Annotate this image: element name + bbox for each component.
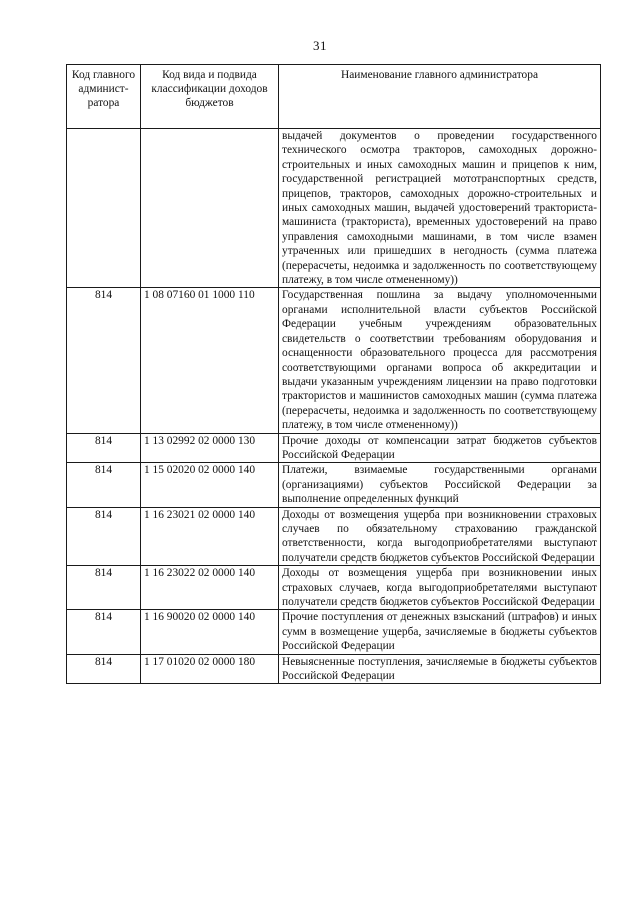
table-header-row	[67, 65, 601, 129]
revenue-code-cell: 1 17 01020 02 0000 180	[141, 654, 279, 684]
table-row	[67, 507, 601, 566]
table-row	[67, 654, 601, 684]
admin-code-cell: 814	[67, 288, 141, 433]
header-admin-name: Наименование главного администратора	[279, 65, 601, 129]
table-row	[67, 288, 601, 433]
table-row	[67, 610, 601, 654]
admin-name-cell: Доходы от возмещения ущерба при возникновении страховых случаев по обязательному страхованию гражданской ответственности, когда выгодоприобретателями выступают получатели средств бюджетов субъектов Российской Федерации	[279, 507, 601, 566]
revenue-code-cell: 1 13 02992 02 0000 130	[141, 433, 279, 463]
admin-name-cell: Платежи, взимаемые государственными органами (организациями) субъектов Российской Федерации за выполнение определенных функций	[279, 463, 601, 507]
admin-code-cell: 814	[67, 566, 141, 610]
admin-code-cell: 814	[67, 463, 141, 507]
revenue-code-cell	[141, 129, 279, 288]
table-row	[67, 463, 601, 507]
admin-name-cell: Невыясненные поступления, зачисляемые в бюджеты субъектов Российской Федерации	[279, 654, 601, 684]
admin-name-cell: Прочие поступления от денежных взысканий (штрафов) и иных сумм в возмещение ущерба, зачисляемые в бюджеты субъектов Российской Федерации	[279, 610, 601, 654]
page-number: 31	[313, 38, 327, 53]
revenue-code-cell: 1 15 02020 02 0000 140	[141, 463, 279, 507]
admin-name-cell: Доходы от возмещения ущерба при возникновении иных страховых случаев, когда выгодоприобретателями выступают получатели средств бюджетов субъектов Российской Федерации	[279, 566, 601, 610]
admin-code-cell: 814	[67, 654, 141, 684]
table-row	[67, 566, 601, 610]
revenue-code-cell: 1 16 90020 02 0000 140	[141, 610, 279, 654]
admin-code-cell: 814	[67, 610, 141, 654]
admin-code-cell	[67, 129, 141, 288]
revenue-code-cell: 1 16 23022 02 0000 140	[141, 566, 279, 610]
admin-name-cell: Прочие доходы от компенсации затрат бюджетов субъектов Российской Федерации	[279, 433, 601, 463]
table-row	[67, 129, 601, 288]
table-row	[67, 433, 601, 463]
admin-name-cell: выдачей документов о проведении государственного технического осмотра тракторов, самоходных дорожно-строительных и иных самоходных машин и прицепов к ним, государственной регистрацией мототранспортных средств, прицепов, тракторов, самоходных дорожно-строительных и иных самоходных машин, выдачей удостоверений тракториста-машиниста (тракториста), временных удостоверений на право управления самоходными машинами, в том числе взамен утраченных или пришедших в негодность (сумма платежа (перерасчеты, недоимка и задолженность по соответствующему платежу, в том числе отмененному))	[279, 129, 601, 288]
revenue-code-cell: 1 08 07160 01 1000 110	[141, 288, 279, 433]
admin-code-cell: 814	[67, 507, 141, 566]
header-revenue-code: Код вида и подвида классификации доходов бюджетов	[141, 65, 279, 129]
header-admin-code: Код главного админист-ратора	[67, 65, 141, 129]
revenue-classification-table	[66, 64, 601, 684]
admin-code-cell: 814	[67, 433, 141, 463]
admin-name-cell: Государственная пошлина за выдачу уполномоченными органами исполнительной власти субъектов Российской Федерации учебным учреждениям образовательных свидетельств о соответствии требованиям оборудования и оснащенности образовательного процесса для рассмотрения соответствующими органами вопроса об аккредитации и выдачи указанным учреждениям лицензии на право подготовки трактористов и машинистов самоходных машин (сумма платежа (перерасчеты, недоимка и задолженность по соответствующему платежу, в том числе отмененному))	[279, 288, 601, 433]
revenue-code-cell: 1 16 23021 02 0000 140	[141, 507, 279, 566]
